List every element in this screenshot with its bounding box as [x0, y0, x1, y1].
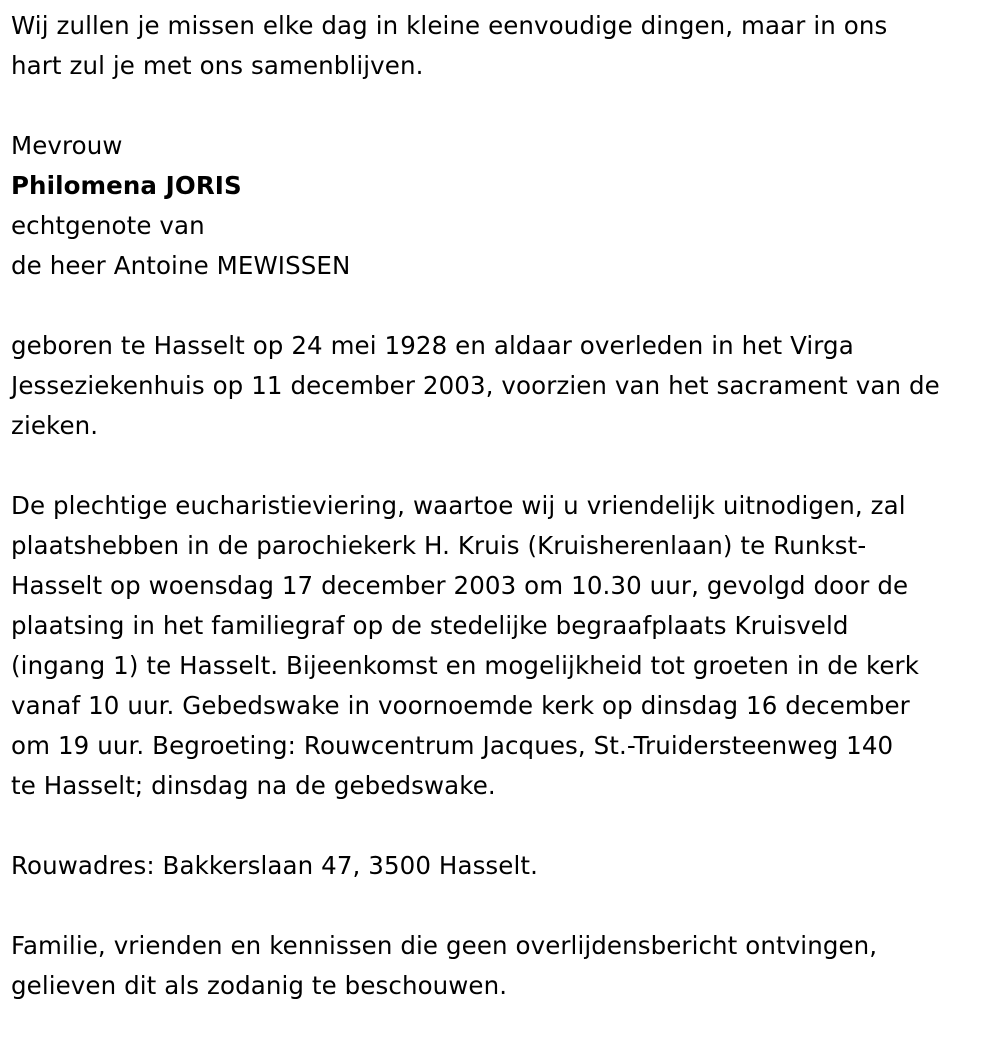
ceremony-line: De plechtige eucharistieviering, waartoe wij u vriendelijk uitnodigen, zal	[11, 491, 906, 520]
spacer	[11, 86, 996, 126]
ceremony-line: plaatsing in het familiegraf op de stedelijke begraafplaats Kruisveld	[11, 611, 849, 640]
spacer	[11, 446, 996, 486]
ceremony-line: Hasselt op woensdag 17 december 2003 om 10.30 uur, gevolgd door de	[11, 571, 909, 600]
address-paragraph	[11, 846, 996, 886]
deceased-block	[11, 126, 996, 286]
ceremony-line: (ingang 1) te Hasselt. Bijeenkomst en mogelijkheid tot groeten in de kerk	[11, 651, 920, 680]
spacer	[11, 806, 996, 846]
birth-death-line: Jesseziekenhuis op 11 december 2003, voorzien van het sacrament van de	[11, 371, 940, 400]
closing-line: gelieven dit als zodanig te beschouwen.	[11, 971, 508, 1000]
ceremony-line: plaatshebben in de parochiekerk H. Kruis (Kruisherenlaan) te Runkst-	[11, 531, 867, 560]
closing-paragraph	[11, 926, 996, 1006]
birth-death-line: zieken.	[11, 411, 99, 440]
deceased-name: Philomena JORIS	[11, 171, 242, 200]
ceremony-line: vanaf 10 uur. Gebedswake in voornoemde kerk op dinsdag 16 december	[11, 691, 910, 720]
ceremony-paragraph	[11, 486, 996, 806]
spacer	[11, 886, 996, 926]
birth-death-line: geboren te Hasselt op 24 mei 1928 en aldaar overleden in het Virga	[11, 331, 854, 360]
spacer	[11, 286, 996, 326]
honorific: Mevrouw	[11, 131, 123, 160]
birth-death-paragraph	[11, 326, 996, 446]
quote-line: Wij zullen je missen elke dag in kleine eenvoudige dingen, maar in ons	[11, 11, 888, 40]
quote-paragraph	[11, 6, 996, 86]
ceremony-line: om 19 uur. Begroeting: Rouwcentrum Jacques, St.-Truidersteenweg 140	[11, 731, 894, 760]
obituary-notice	[11, 6, 996, 1006]
ceremony-line: te Hasselt; dinsdag na de gebedswake.	[11, 771, 496, 800]
relation-text: echtgenote van	[11, 211, 205, 240]
spouse-name: de heer Antoine MEWISSEN	[11, 251, 351, 280]
quote-line: hart zul je met ons samenblijven.	[11, 51, 424, 80]
mourning-address: Rouwadres: Bakkerslaan 47, 3500 Hasselt.	[11, 851, 538, 880]
closing-line: Familie, vrienden en kennissen die geen overlijdensbericht ontvingen,	[11, 931, 878, 960]
